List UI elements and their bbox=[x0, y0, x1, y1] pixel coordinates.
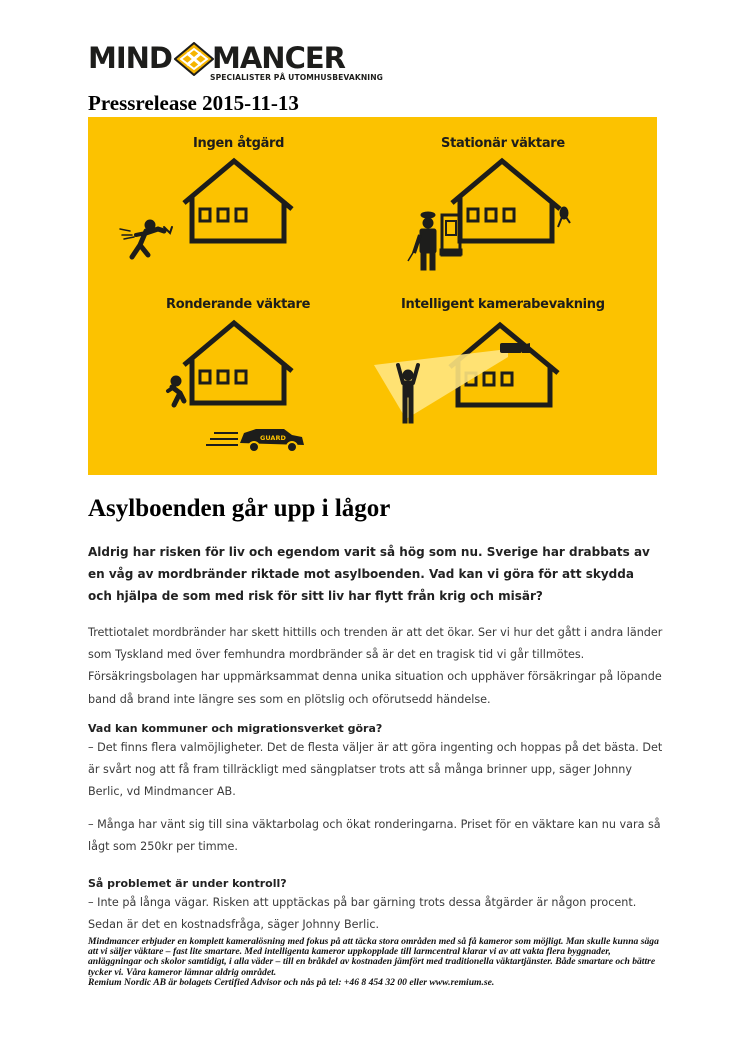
article-paragraph: – Det finns flera valmöjligheter. Det de flesta väljer är att göra ingenting och hoppas på det bästa. Det är svårt nog att få fram tillräckligt med sängplatser trots att så många brinner upp, säger Johnny Berlic, vd Mindmancer AB. bbox=[88, 741, 663, 799]
house-icon bbox=[184, 323, 292, 403]
article-subheading: Vad kan kommuner och migrationsverket göra? bbox=[88, 722, 383, 735]
article-subheading: Så problemet är under kontroll? bbox=[88, 877, 287, 890]
panel-title-patrol-guard: Ronderande väktare bbox=[166, 297, 311, 312]
security-comparison-illustration bbox=[88, 117, 657, 475]
article-lead: Aldrig har risken för liv och egendom varit så hög som nu. Sverige har drabbats av en våg av mordbränder riktade mot asylboenden. Vad kan vi göra för att skydda och hjälpa de som med risk för sitt liv har flytt från krig och misär? bbox=[88, 545, 650, 603]
panel-title-intelligent-camera: Intelligent kamerabevakning bbox=[401, 297, 605, 312]
article-paragraph: – Många har vänt sig till sina väktarbolag och ökat ronderingarna. Priset för en väktare kan nu vara så lågt som 250kr per timme. bbox=[88, 818, 661, 854]
logo-word-right: MANCER bbox=[212, 41, 345, 75]
car-guard-label: GUARD bbox=[260, 434, 286, 442]
panel-title-stationary-guard: Stationär väktare bbox=[441, 136, 565, 151]
house-icon bbox=[184, 161, 292, 241]
article-paragraph: Trettiotalet mordbränder har skett hittills och trenden är att det ökar. Ser vi hur det gått i andra länder som Tyskland med över femhundra mordbränder så är det en tragisk tid vi går tillmötes. Försäkringsbolagen har uppmärksammat denna unika situation och upphäver försäkringar på löpande band då brand inte längre ses som en plötslig och oförutsedd händelse. bbox=[88, 626, 663, 706]
panel-title-no-action: Ingen åtgärd bbox=[193, 136, 285, 151]
press-release-title: Pressrelease 2015-11-13 bbox=[88, 91, 299, 115]
company-footer-note bbox=[88, 937, 660, 988]
surveillance-camera-icon bbox=[500, 343, 530, 353]
logo-word-left: MIND bbox=[88, 41, 172, 75]
footer-advisor: Remium Nordic AB är bolagets Certified Advisor och nås på tel: +46 8 454 32 00 eller www.remium.se. bbox=[88, 976, 495, 988]
burglar-running-icon bbox=[120, 220, 172, 257]
guard-patrol-car-icon bbox=[206, 429, 304, 452]
article-paragraph: – Inte på långa vägar. Risken att upptäckas på bar gärning trots dessa åtgärder är någon procent. Sedan är det en kostnadsfråga, säger Johnny Berlic. bbox=[88, 896, 637, 932]
house-icon bbox=[452, 161, 560, 241]
burglar-crouching-icon bbox=[168, 376, 184, 405]
logo-diamond-icon bbox=[174, 42, 214, 76]
footer-about: Mindmancer erbjuder en komplett kameralösning med fokus på att täcka stora områden med så få kameror som möjligt. Man skulle kunna säga att vi säljer väktare – fast lite smartare. Med intelligenta kameror uppkopplade till larmcentral klarar vi av att vakta flera byggnader, anläggningar och skolor samtidigt, i alla väder – till en bråkdel av kostnaden jämfört med traditionella väktartjänster. Både smartare och bättre tycker vi. Våra kameror lämnar aldrig området. bbox=[88, 936, 659, 978]
logo-tagline: SPECIALISTER PÅ UTOMHUSBEVAKNING bbox=[210, 73, 383, 82]
illustration-graphics bbox=[88, 117, 657, 475]
article-heading: Asylboenden går upp i lågor bbox=[88, 495, 391, 522]
mindmancer-logo bbox=[86, 40, 383, 92]
